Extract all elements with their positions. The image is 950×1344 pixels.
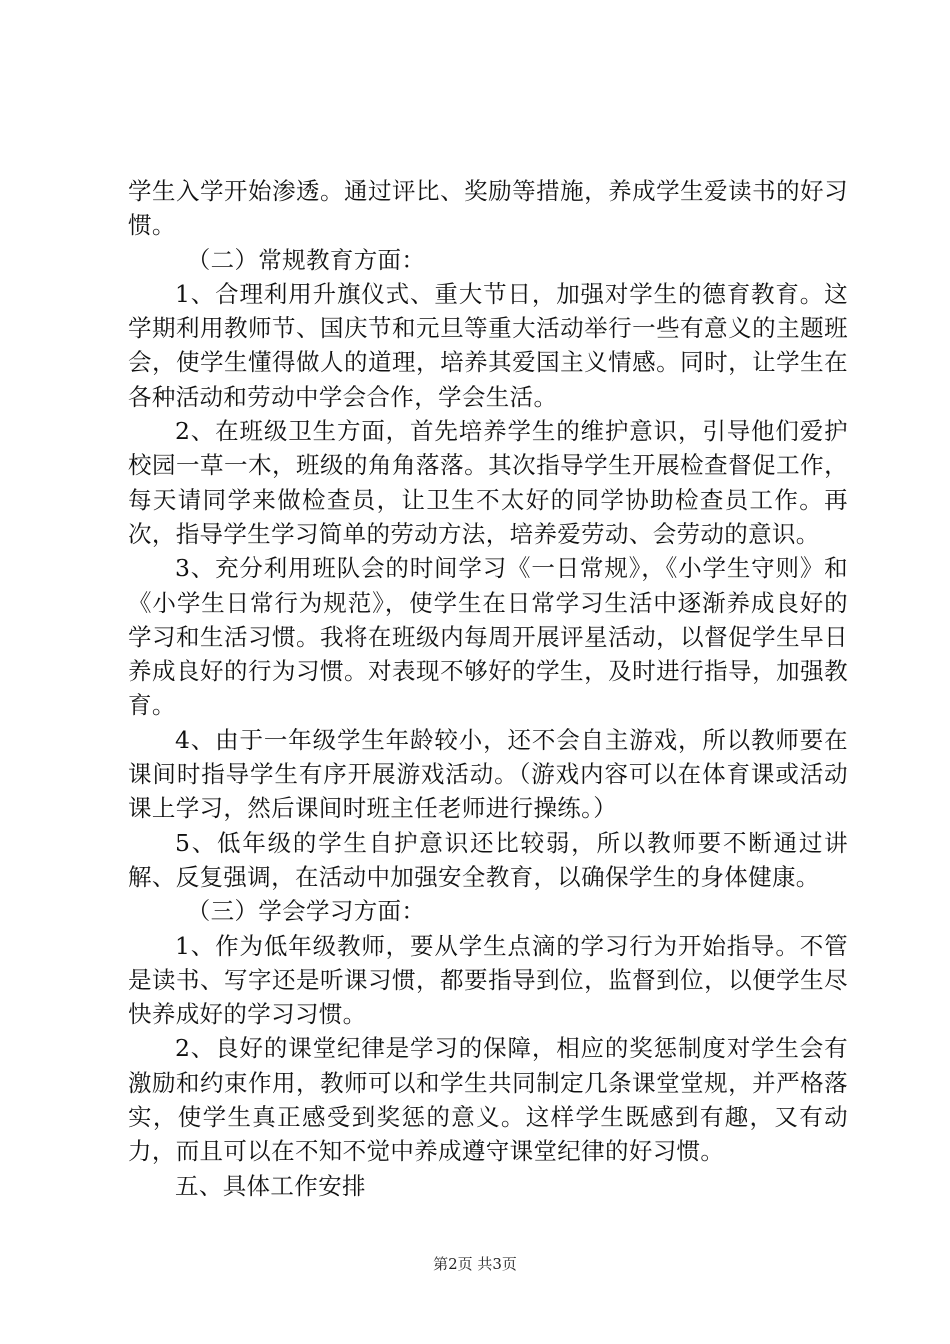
- paragraph-learning-item-1: 1、作为低年级教师，要从学生点滴的学习行为开始指导。不管是读书、写字还是听课习惯，都要指导到位，监督到位，以便学生尽快养成好的学习习惯。: [128, 931, 848, 1029]
- paragraph-item-4: 4、由于一年级学生年龄较小，还不会自主游戏，所以教师要在课间时指导学生有序开展游戏活动。（游戏内容可以在体育课或活动课上学习，然后课间时班主任老师进行操练。）: [128, 725, 848, 823]
- section-heading-routine-education: （二）常规教育方面：: [186, 245, 426, 274]
- paragraph-item-3: 3、充分利用班队会的时间学习《一日常规》，《小学生守则》和《小学生日常行为规范》，使学生在日常学习生活中逐渐养成良好的学习和生活习惯。我将在班级内每周开展评星活动，以督促学生早日养成良好的行为习惯。对表现不够好的学生，及时进行指导，加强教育。: [128, 554, 848, 720]
- paragraph-learning-item-2: 2、良好的课堂纪律是学习的保障，相应的奖惩制度对学生会有激励和约束作用，教师可以和学生共同制定几条课堂堂规，并严格落实，使学生真正感受到奖惩的意义。这样学生既感到有趣，又有动力，而且可以在不知不觉中养成遵守课堂纪律的好习惯。: [128, 1034, 848, 1166]
- document-body: [128, 174, 848, 1203]
- section-heading-work-arrangement: 五、具体工作安排: [175, 1171, 366, 1200]
- page-footer: 第2页 共3页: [433, 1255, 517, 1273]
- paragraph-item-5: 5、低年级的学生自护意识还比较弱，所以教师要不断通过讲解、反复强调，在活动中加强安全教育，以确保学生的身体健康。: [128, 828, 848, 891]
- paragraph-continuation: 学生入学开始渗透。通过评比、奖励等措施，养成学生爱读书的好习惯。: [128, 177, 848, 240]
- paragraph-item-1: 1、合理利用升旗仪式、重大节日，加强对学生的德育教育。这学期利用教师节、国庆节和元旦等重大活动举行一些有意义的主题班会，使学生懂得做人的道理，培养其爱国主义情感。同时，让学生在各种活动和劳动中学会合作，学会生活。: [128, 279, 848, 411]
- paragraph-item-2: 2、在班级卫生方面，首先培养学生的维护意识，引导他们爱护校园一草一木，班级的角角落落。其次指导学生开展检查督促工作，每天请同学来做检查员，让卫生不太好的同学协助检查员工作。再次，指导学生学习简单的劳动方法，培养爱劳动、会劳动的意识。: [128, 417, 848, 548]
- section-heading-learning: （三）学会学习方面：: [186, 897, 426, 926]
